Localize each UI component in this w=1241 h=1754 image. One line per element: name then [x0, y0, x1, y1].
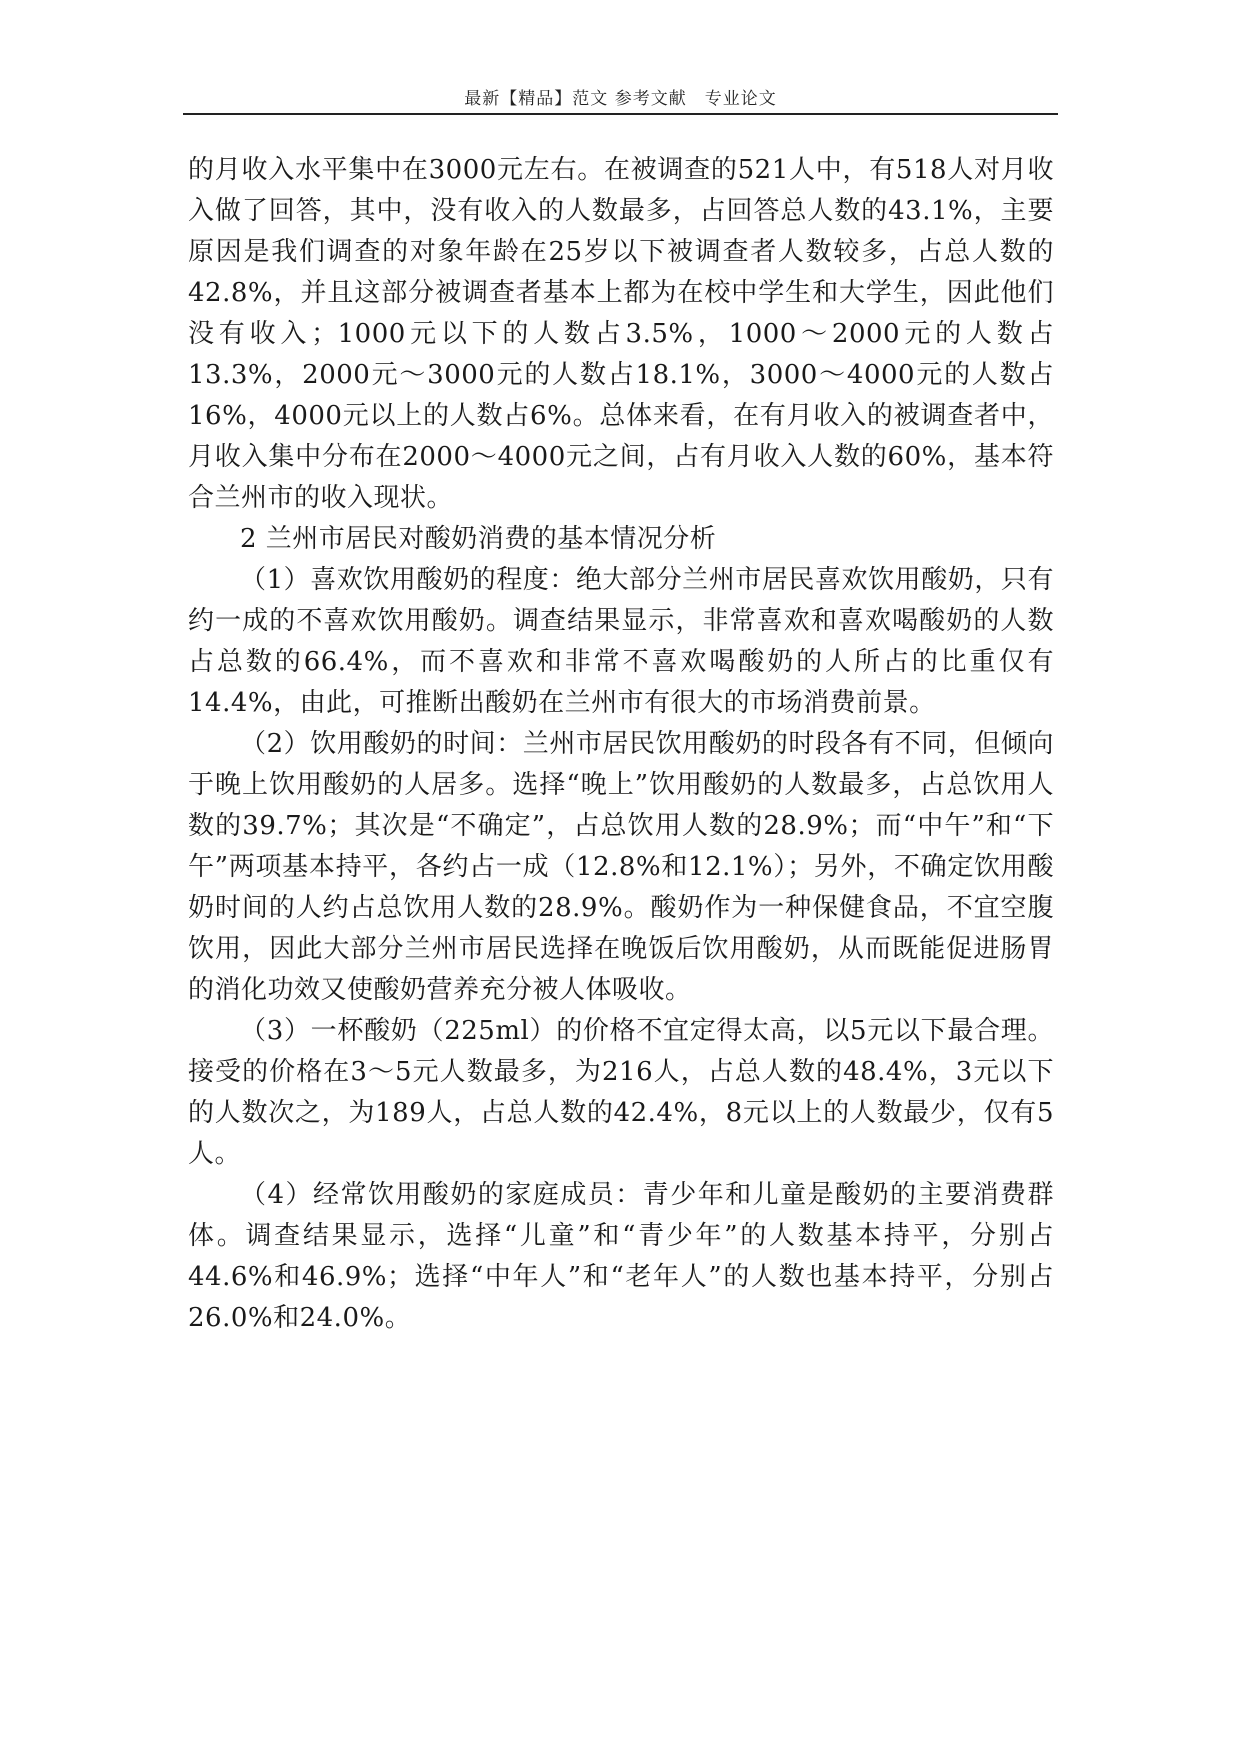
document-body — [188, 150, 1054, 1339]
paragraph-family: （4）经常饮用酸奶的家庭成员：青少年和儿童是酸奶的主要消费群体。调查结果显示，选择“儿童”和“青少年”的人数基本持平，分别占44.6%和46.9%；选择“中年人”和“老年人”的人数也基本持平，分别占26.0%和24.0%。 — [188, 1180, 1054, 1333]
paragraph-time: （2）饮用酸奶的时间：兰州市居民饮用酸奶的时段各有不同，但倾向于晚上饮用酸奶的人居多。选择“晚上”饮用酸奶的人数最多，占总饮用人数的39.7%；其次是“不确定”，占总饮用人数的28.9%；而“中午”和“下午”两项基本持平，各约占一成（12.8%和12.1%）；另外，不确定饮用酸奶时间的人约占总饮用人数的28.9%。酸奶作为一种保健食品，不宜空腹饮用，因此大部分兰州市居民选择在晚饭后饮用酸奶，从而既能促进肠胃的消化功效又使酸奶营养充分被人体吸收。 — [188, 729, 1054, 1005]
section-heading: 2 兰州市居民对酸奶消费的基本情况分析 — [240, 524, 717, 554]
paragraph-preference: （1）喜欢饮用酸奶的程度：绝大部分兰州市居民喜欢饮用酸奶，只有约一成的不喜欢饮用酸奶。调查结果显示，非常喜欢和喜欢喝酸奶的人数占总数的66.4%，而不喜欢和非常不喜欢喝酸奶的人所占的比重仅有14.4%，由此，可推断出酸奶在兰州市有很大的市场消费前景。 — [188, 565, 1054, 718]
page-header: 最新【精品】范文 参考文献 专业论文 — [464, 89, 777, 109]
paragraph-income: 的月收入水平集中在3000元左右。在被调查的521人中，有518人对月收入做了回答，其中，没有收入的人数最多，占回答总人数的43.1%，主要原因是我们调查的对象年龄在25岁以下被调查者人数较多，占总人数的42.8%，并且这部分被调查者基本上都为在校中学生和大学生，因此他们没有收入；1000元以下的人数占3.5%，1000～2000元的人数占13.3%，2000元～3000元的人数占18.1%，3000～4000元的人数占16%，4000元以上的人数占6%。总体来看，在有月收入的被调查者中，月收入集中分布在2000～4000元之间，占有月收入人数的60%，基本符合兰州市的收入现状。 — [188, 155, 1054, 513]
paragraph-price: （3）一杯酸奶（225ml）的价格不宜定得太高，以5元以下最合理。接受的价格在3～5元人数最多，为216人，占总人数的48.4%，3元以下的人数次之，为189人，占总人数的42.4%，8元以上的人数最少，仅有5人。 — [188, 1016, 1054, 1169]
header-divider — [183, 113, 1058, 115]
